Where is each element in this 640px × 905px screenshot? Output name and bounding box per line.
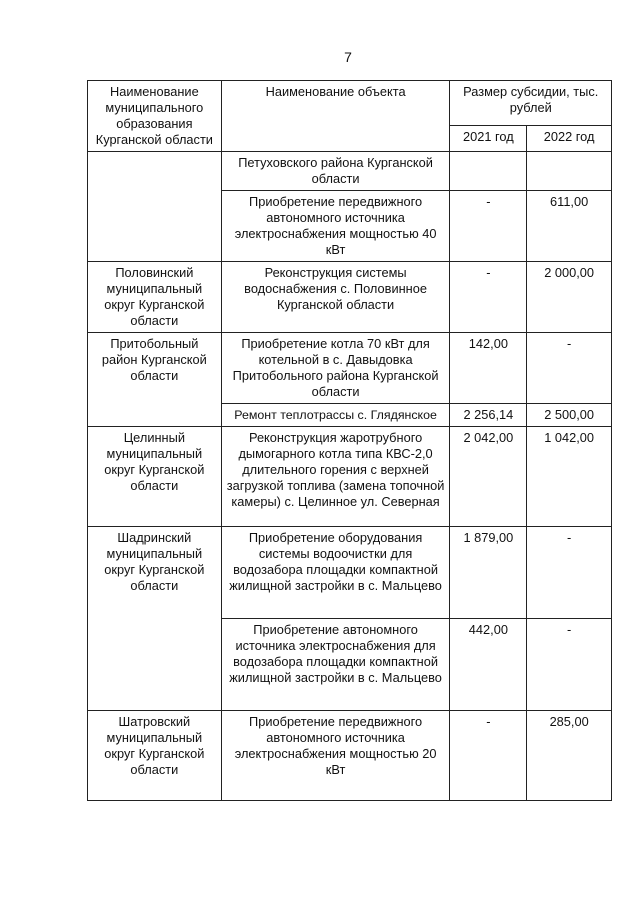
value-2021-cell: - xyxy=(450,191,527,262)
subsidy-table xyxy=(87,80,612,801)
value-2022-cell: - xyxy=(527,527,612,619)
page-number: 7 xyxy=(344,49,352,65)
value-2022-cell xyxy=(527,152,612,191)
municipality-cell: Половинский муниципальный округ Курганской области xyxy=(88,262,222,333)
municipality-cell xyxy=(88,152,222,262)
header-year-2022: 2022 год xyxy=(527,125,612,151)
value-2021-cell: 142,00 xyxy=(450,333,527,404)
value-2022-cell: 1 042,00 xyxy=(527,427,612,527)
object-cell: Приобретение оборудования системы водоочистки для водозабора площадки компактной жилищной застройки в с. Мальцево xyxy=(221,527,450,619)
value-2021-cell xyxy=(450,152,527,191)
value-2022-cell: - xyxy=(527,619,612,711)
header-municipality: Наименование муниципального образования Курганской области xyxy=(88,81,222,152)
object-cell: Реконструкция системы водоснабжения с. Половинное Курганской области xyxy=(221,262,450,333)
value-2022-cell: 2 000,00 xyxy=(527,262,612,333)
table-row xyxy=(88,152,612,191)
value-2022-cell: 2 500,00 xyxy=(527,404,612,427)
object-cell: Приобретение передвижного автономного источника электроснабжения мощностью 40 кВт xyxy=(221,191,450,262)
object-cell: Ремонт теплотрассы с. Глядянское xyxy=(221,404,450,427)
value-2022-cell: - xyxy=(527,333,612,404)
table-row xyxy=(88,262,612,333)
table-row xyxy=(88,527,612,619)
value-2021-cell: - xyxy=(450,262,527,333)
value-2022-cell: 285,00 xyxy=(527,711,612,801)
municipality-cell: Шадринский муниципальный округ Курганской области xyxy=(88,527,222,711)
table-header xyxy=(88,81,612,152)
object-cell: Приобретение котла 70 кВт для котельной в с. Давыдовка Притобольного района Курганской области xyxy=(221,333,450,404)
value-2021-cell: 2 042,00 xyxy=(450,427,527,527)
value-2021-cell: - xyxy=(450,711,527,801)
value-2021-cell: 2 256,14 xyxy=(450,404,527,427)
table-row xyxy=(88,427,612,527)
header-object: Наименование объекта xyxy=(221,81,450,152)
municipality-cell: Шатровский муниципальный округ Курганской области xyxy=(88,711,222,801)
header-year-2021: 2021 год xyxy=(450,125,527,151)
object-cell: Приобретение передвижного автономного источника электроснабжения мощностью 20 кВт xyxy=(221,711,450,801)
object-cell: Петуховского района Курганской области xyxy=(221,152,450,191)
value-2021-cell: 1 879,00 xyxy=(450,527,527,619)
table-row xyxy=(88,333,612,404)
header-subsidy: Размер субсидии, тыс. рублей xyxy=(450,81,612,126)
table-row xyxy=(88,711,612,801)
value-2022-cell: 611,00 xyxy=(527,191,612,262)
municipality-cell: Притобольный район Курганской области xyxy=(88,333,222,427)
value-2021-cell: 442,00 xyxy=(450,619,527,711)
object-cell: Реконструкция жаротрубного дымогарного котла типа КВС-2,0 длительного горения с верхней загрузкой топлива (замена топочной камеры) с. Целинное ул. Северная xyxy=(221,427,450,527)
object-cell: Приобретение автономного источника электроснабжения для водозабора площадки компактной жилищной застройки в с. Мальцево xyxy=(221,619,450,711)
municipality-cell: Целинный муниципальный округ Курганской области xyxy=(88,427,222,527)
